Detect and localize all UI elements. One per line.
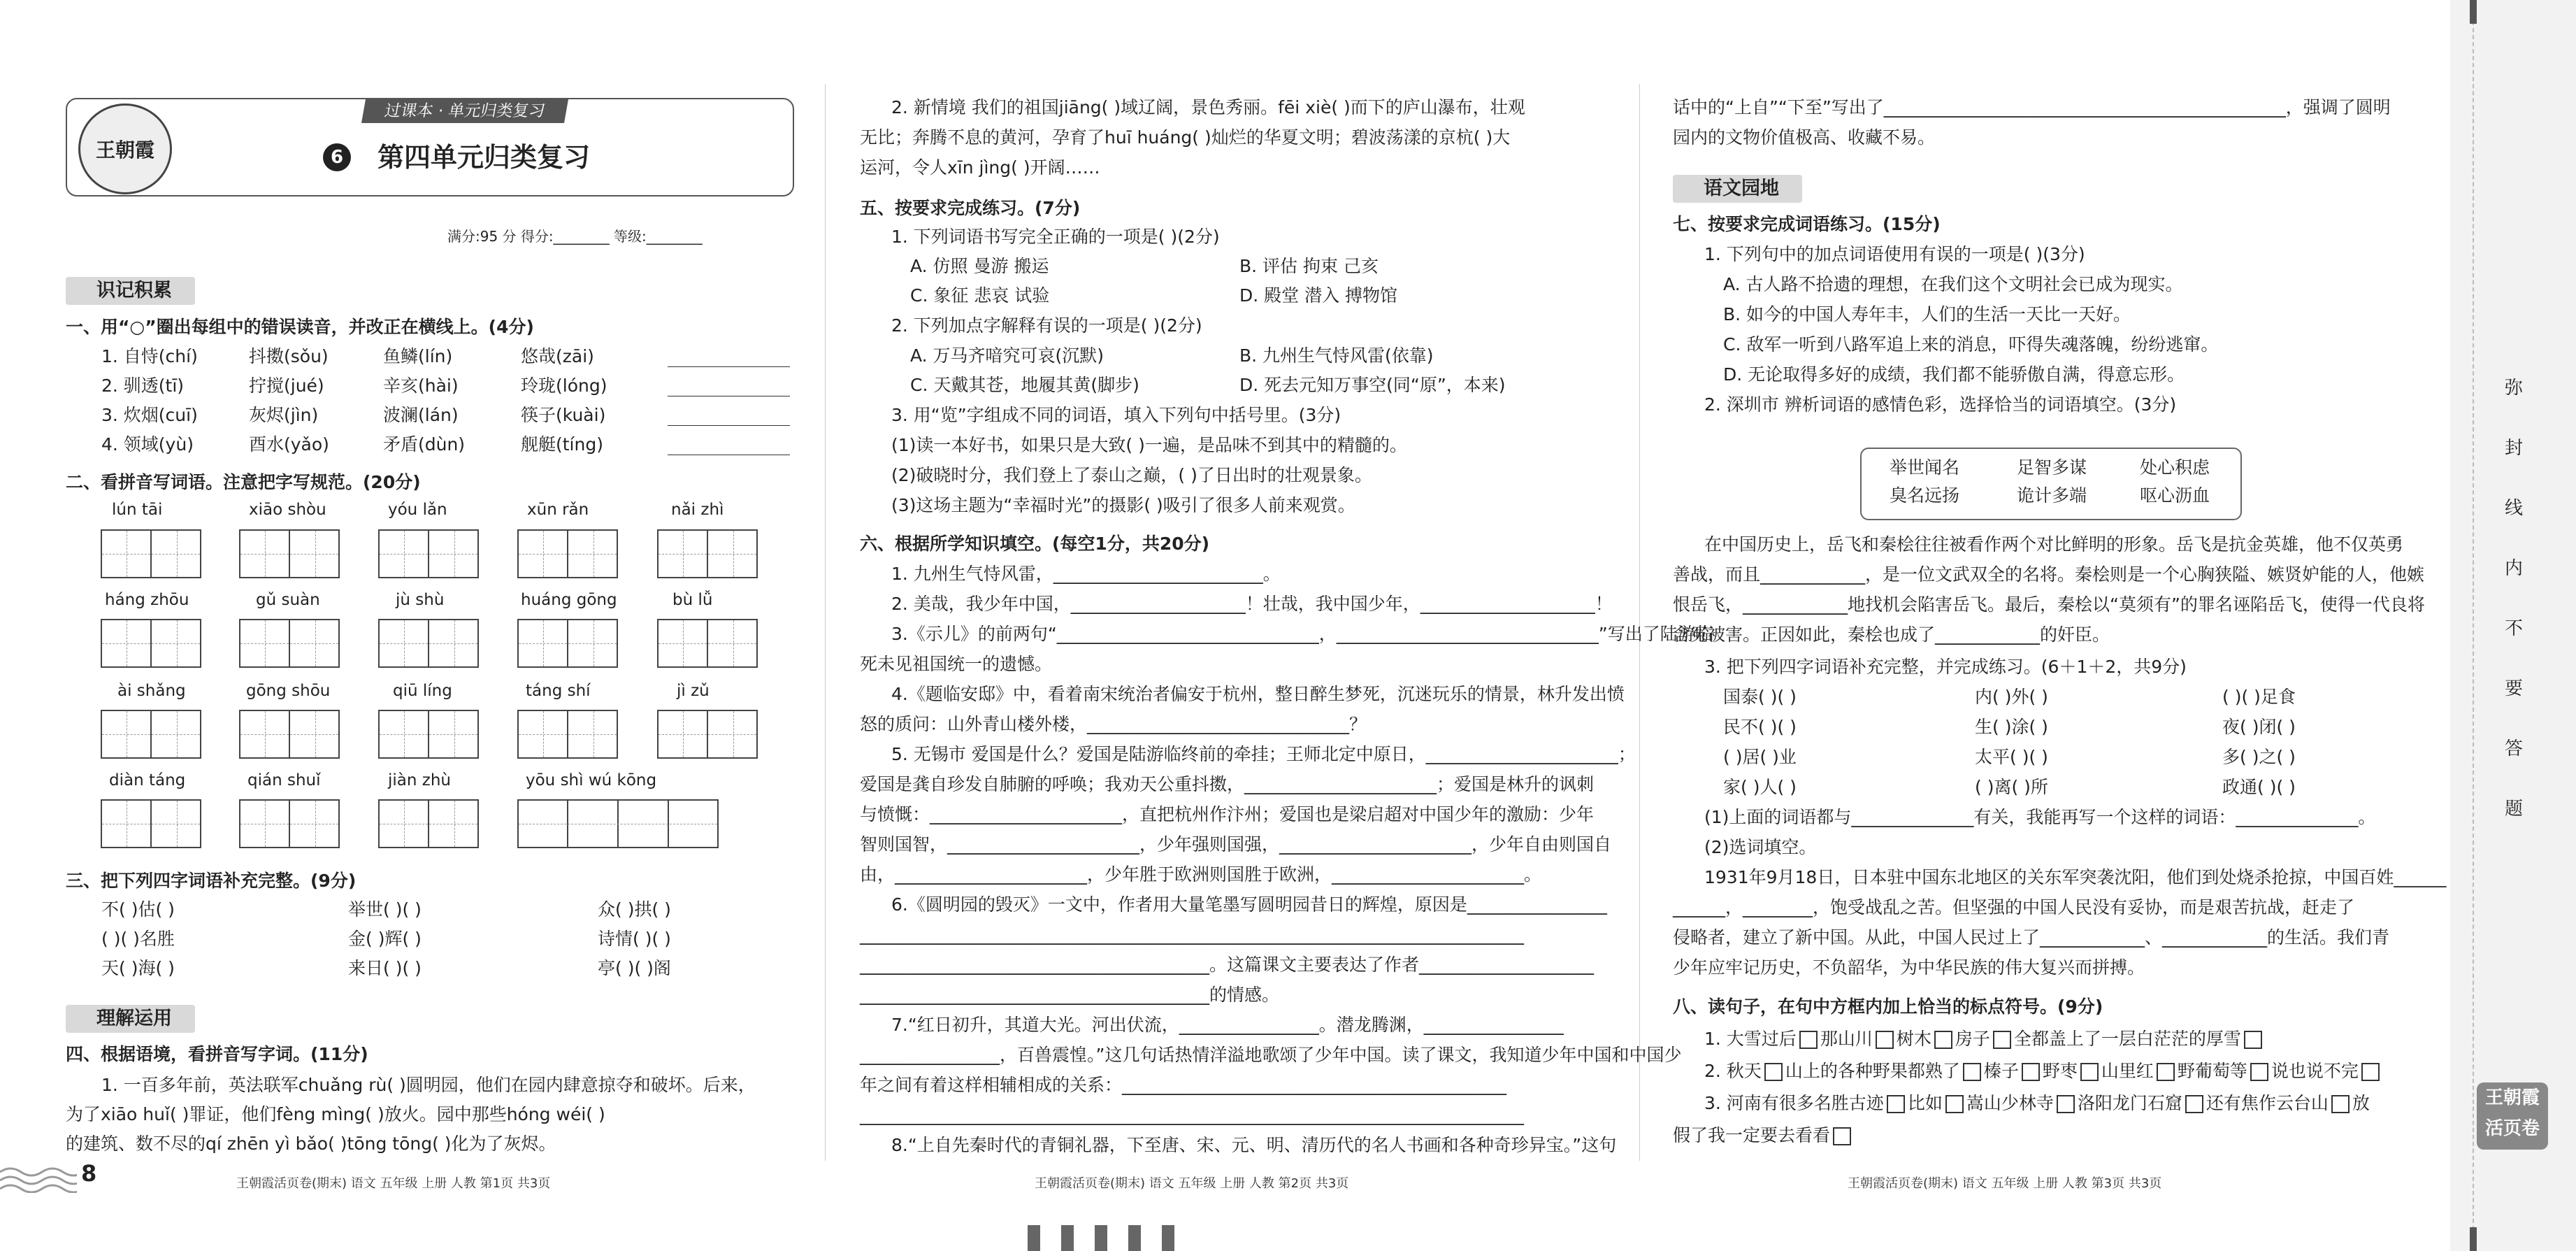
q7-idiom: 生( )涂( ) (1975, 717, 2048, 737)
punct-box[interactable] (2157, 1063, 2175, 1081)
q5-line: 2. 下列加点字解释有误的一项是( )(2分) (891, 315, 1202, 336)
q1-item: 玲珑(lóng) (521, 376, 607, 396)
word-option: 呕心沥血 (2140, 485, 2210, 506)
page-1 (0, 0, 811, 1251)
q1-item: 酉水(yǎo) (249, 434, 329, 455)
barcode-marks (1028, 1225, 1195, 1251)
q6-line: 爱国是龚自珍发自肺腑的呼唤；我劝天公重抖擞，______________________；爱国是林升的讽刺 (860, 774, 1595, 794)
pinyin-label: qián shuǐ (247, 771, 321, 789)
q7-idiom: 夜( )闭( ) (2222, 717, 2296, 737)
q5-option[interactable]: A. 仿照 曼游 搬运 (910, 256, 1049, 276)
q5-option[interactable]: B. 评估 拘束 己亥 (1239, 256, 1379, 276)
q7-option[interactable]: A. 古人路不拾遗的理想，在我们这个文明社会已成为现实。 (1723, 274, 2183, 294)
q7-idiom: 太平( )( ) (1975, 747, 2048, 767)
section-c-title: 语文园地 (1704, 178, 1779, 199)
q7-idiom: 政通( )( ) (2222, 777, 2296, 797)
pinyin-label: háng zhōu (105, 591, 189, 609)
seal-line (2473, 0, 2474, 1251)
q3-item: 众( )拱( ) (598, 899, 671, 920)
q7-idiom: ( )居( )业 (1723, 747, 1797, 767)
q6-line: ____________________________________________________________________________ (860, 1105, 1524, 1125)
footer: 王朝霞活页卷(期末) 语文 五年级 上册 人教 第1页 共3页 (236, 1176, 551, 1191)
unit-number: 6 (323, 143, 351, 171)
q5-line: 1. 下列词语书写完全正确的一项是( )(2分) (891, 227, 1220, 247)
side-logo (2477, 1082, 2548, 1150)
write-box[interactable] (378, 619, 479, 668)
q7-line: 1. 下列句中的加点词语使用有误的一项是( )(3分) (1704, 244, 2085, 264)
q6-line: 3.《示儿》的前两句“______________________________，______________________________”写出了陆游临 (891, 624, 1713, 644)
pinyin-label: xūn rǎn (527, 501, 589, 519)
q7-line: 2. 深圳市 辨析词语的感情色彩，选择恰当的词语填空。(3分) (1704, 394, 2177, 415)
page-title: 第四单元归类复习 (377, 142, 591, 173)
q7-tail: 少年应牢记历史，不负韶华，为中华民族的伟大复兴而拼搏。 (1673, 957, 2145, 978)
q6-title: 六、根据所学知识填空。(每空1分，共20分) (860, 534, 1210, 554)
write-box[interactable] (101, 799, 201, 848)
write-box[interactable] (101, 619, 201, 668)
q5-option[interactable]: D. 殿堂 潜入 搏物馆 (1239, 285, 1398, 306)
section-b-title: 理解运用 (96, 1008, 172, 1029)
corner-mark (2470, 1227, 2477, 1251)
punct-box[interactable] (1993, 1031, 2011, 1049)
q4-line: 1. 一百多年前，英法联军chuǎng rù( )圆明园，他们在园内肆意掠夺和破坏。后来， (101, 1075, 756, 1095)
pinyin-label: gōng shōu (246, 682, 331, 700)
footer: 王朝霞活页卷(期末) 语文 五年级 上册 人教 第2页 共3页 (1035, 1176, 1349, 1191)
side-logo-line: 活页卷 (2484, 1118, 2540, 1139)
q3-item: 天( )海( ) (101, 958, 175, 978)
write-box[interactable] (239, 799, 340, 848)
q3-item: 举世( )( ) (348, 899, 422, 920)
pinyin-label: táng shí (526, 682, 591, 700)
q5-option[interactable]: C. 象征 悲哀 试验 (910, 285, 1050, 306)
q7-tail: (1)上面的词语都与______________有关，我能再写一个这样的词语：______________。 (1704, 807, 2376, 827)
q4-title: 四、根据语境，看拼音写字词。(11分) (66, 1044, 368, 1064)
q7-tail: ______，________，饱受战乱之苦。但坚强的中国人民没有妥协，而是艰苦抗战，赶走了 (1673, 897, 2355, 917)
q7-para: 善战，而且____________，是一位文武双全的名将。秦桧则是一个心胸狭隘、嫉贤妒能的人，他嫉 (1673, 564, 2425, 585)
q8-title: 八、读句子，在句中方框内加上恰当的标点符号。(9分) (1673, 996, 2103, 1017)
q7-idiom: 民不( )( ) (1723, 717, 1797, 737)
answer-line[interactable] (668, 425, 790, 426)
q7-idiom: ( )离( )所 (1975, 777, 2048, 797)
write-box[interactable] (517, 710, 618, 759)
seal-char: 答 (2505, 738, 2524, 759)
q7-para: 恨岳飞，____________地找机会陷害岳飞。最后，秦桧以“莫须有”的罪名诬陷岳飞，使得一代良将 (1673, 594, 2425, 615)
q6-line: ________________________________________的情感。 (860, 985, 1280, 1005)
q6-line: 由，______________________，少年胜于欧洲则国胜于欧洲，______________________。 (860, 864, 1542, 885)
q6-line: 8.“上自先秦时代的青铜礼器，下至唐、宋、元、明、清历代的名人书画和各种奇珍异宝。”这句 (891, 1135, 1617, 1155)
banner-text: 过课本 · 单元归类复习 (383, 102, 547, 120)
word-option: 处心积虑 (2140, 457, 2210, 478)
pinyin-label: yōu shì wú kōng (526, 771, 657, 789)
logo (78, 103, 172, 194)
section-a-title: 识记积累 (96, 280, 172, 301)
q3-item: 不( )估( ) (101, 899, 175, 920)
punct-box[interactable] (2022, 1063, 2040, 1081)
q7-tail: (2)选词填空。 (1704, 837, 1817, 857)
logo-text: 王朝霞 (95, 138, 154, 162)
write-box[interactable] (101, 710, 201, 759)
q8-sentence: 3. 河南有很多名胜古迹 比如 嵩山少林寺 洛阳龙门石窟 还有焦作云台山 放 (1704, 1093, 2370, 1113)
score-line: 满分:95 分 得分:________ 等级:________ (447, 228, 703, 245)
pinyin-label: huáng gōng (521, 591, 617, 609)
punct-box[interactable] (1876, 1031, 1894, 1049)
seal-char: 要 (2505, 678, 2524, 699)
q7-tail: 1931年9月18日，日本驻中国东北地区的关东军突袭沈阳，他们到处烧杀抢掠，中国百姓______ (1704, 867, 2447, 887)
punct-box[interactable] (2080, 1063, 2099, 1081)
write-box[interactable] (239, 619, 340, 668)
q7-idiom: ( )( )足食 (2222, 687, 2296, 707)
wave-decoration (0, 1165, 77, 1193)
page-divider (1639, 84, 1640, 1161)
q6-line: 年之间有着这样相辅相成的关系：____________________________________________ (860, 1075, 1507, 1095)
q7-title: 七、按要求完成词语练习。(15分) (1673, 214, 1941, 234)
write-box[interactable] (657, 619, 758, 668)
q3-item: 来日( )( ) (348, 958, 422, 978)
q7-idiom: 家( )人( ) (1723, 777, 1797, 797)
page-3 (1673, 0, 2447, 1251)
q1-item: 抖擞(sǒu) (249, 346, 329, 366)
pinyin-label: ài shǎng (117, 682, 186, 700)
punct-box[interactable] (1799, 1031, 1818, 1049)
q6-line: 死未见祖国统一的遗憾。 (860, 654, 1053, 674)
q4-line: 运河，令人xīn jìng( )开阔…… (860, 157, 1100, 178)
punct-box[interactable] (1934, 1031, 1952, 1049)
punct-box[interactable] (2185, 1095, 2203, 1113)
q6-line: 怒的质问：山外青山楼外楼，______________________________？ (860, 714, 1367, 734)
q7-option[interactable]: C. 敌军一听到八路军追上来的消息，吓得失魂落魄，纷纷逃窜。 (1723, 334, 2219, 355)
q5-option[interactable]: D. 死去元知万事空(同“原”，本来) (1239, 375, 1506, 395)
q6-line: 4.《题临安邸》中，看着南宋统治者偏安于杭州，整日醉生梦死，沉迷玩乐的情景，林升发出愤 (891, 684, 1625, 704)
q6-line: 2. 美哉，我少年中国，____________________！壮哉，我中国少年，____________________！ (891, 594, 1613, 614)
write-box[interactable] (517, 619, 618, 668)
q3-item: ( )( )名胜 (101, 929, 175, 949)
q6-line: 6.《圆明园的毁灭》一文中，作者用大量笔墨写圆明园昔日的辉煌，原因是________________ (891, 894, 1607, 915)
q3-item: 亭( )( )阁 (598, 958, 671, 978)
write-box[interactable] (657, 710, 758, 759)
q7-idiom: 国泰( )( ) (1723, 687, 1797, 707)
q1-item: 辛亥(hài) (383, 376, 459, 396)
q6-line: 5. 无锡市 爱国是什么？爱国是陆游临终前的牵挂；王师北定中原日，______________________； (891, 744, 1636, 764)
seal-char: 线 (2505, 498, 2524, 519)
p3-line: 话中的“上自”“下至”写出了______________________________________________，强调了圆明 (1673, 97, 2391, 117)
write-box[interactable] (239, 710, 340, 759)
pinyin-label: lún tāi (112, 501, 163, 519)
pinyin-label: yóu lǎn (388, 501, 447, 519)
punct-box[interactable] (1887, 1095, 1905, 1113)
punct-box[interactable] (2057, 1095, 2075, 1113)
seal-char: 内 (2505, 558, 2524, 579)
pinyin-label: jiàn zhù (388, 771, 451, 789)
q1-item: 1. 自恃(chí) (101, 346, 198, 366)
answer-line[interactable] (668, 366, 790, 367)
q2-title: 二、看拼音写词语。注意把字写规范。(20分) (66, 472, 421, 492)
q7-idiom: 多( )之( ) (2222, 747, 2296, 767)
q6-line: 1. 九州生气恃风雷，________________________。 (891, 564, 1281, 584)
write-box[interactable] (101, 529, 201, 578)
punct-box[interactable] (1764, 1063, 1783, 1081)
write-box[interactable] (657, 529, 758, 578)
q5-option[interactable]: A. 万马齐喑究可哀(沉默) (910, 345, 1104, 366)
word-option: 臭名远扬 (1890, 485, 1960, 506)
page-divider (825, 84, 826, 1161)
pinyin-label: gǔ suàn (256, 591, 320, 609)
punct-box[interactable] (2331, 1095, 2350, 1113)
q3-title: 三、把下列四字词语补充完整。(9分) (66, 871, 357, 891)
page-number: 8 (81, 1160, 97, 1187)
q5-option[interactable]: C. 天戴其苍，地履其黄(脚步) (910, 375, 1139, 395)
write-box[interactable] (517, 529, 618, 578)
write-box[interactable] (378, 529, 479, 578)
q8-sentence: 假了我一定要去看看 (1673, 1124, 1854, 1147)
p3-line: 园内的文物价值极高、收藏不易。 (1673, 127, 1936, 148)
pinyin-label: nǎi zhì (671, 501, 724, 519)
pinyin-label: jì zǔ (677, 682, 710, 700)
word-option: 举世闻名 (1890, 457, 1960, 478)
q1-item: 灰烬(jìn) (249, 405, 319, 425)
q7-para: 含冤被害。正因如此，秦桧也成了____________的奸臣。 (1673, 624, 2110, 645)
seal-text (2505, 358, 2523, 839)
seal-char: 题 (2505, 799, 2524, 820)
q1-item: 鱼鳞(lín) (383, 346, 453, 366)
q7-para: 在中国历史上，岳飞和秦桧往往被看作两个对比鲜明的形象。岳飞是抗金英雄，他不仅英勇 (1704, 534, 2404, 555)
q1-title: 一、用“○”圈出每组中的错误读音，并改正在横线上。(4分) (66, 317, 534, 337)
q6-line: ________________________________________。这篇课文主要表达了作者____________________ (860, 955, 1595, 975)
punct-box[interactable] (2250, 1063, 2268, 1081)
q4-line: 无比；奔腾不息的黄河，孕育了huī huáng( )灿烂的华夏文明；碧波荡漾的京杭( )大 (860, 127, 1511, 148)
pinyin-label: diàn táng (109, 771, 186, 789)
q3-item: 诗情( )( ) (598, 929, 671, 949)
side-logo-line: 王朝霞 (2484, 1087, 2540, 1108)
punct-box[interactable] (1945, 1095, 1964, 1113)
q1-item: 拧搅(jué) (249, 376, 324, 396)
write-box[interactable] (378, 710, 479, 759)
seal-strip (2450, 0, 2576, 1251)
q1-item: 波澜(lán) (383, 405, 459, 425)
write-box[interactable] (239, 529, 340, 578)
q5-line: (1)读一本好书，如果只是大致( )一遍，是品味不到其中的精髓的。 (891, 435, 1407, 455)
pinyin-label: bù lǚ (672, 591, 713, 609)
q1-item: 3. 炊烟(cuī) (101, 405, 198, 425)
q8-sentence: 2. 秋天 山上的各种野果都熟了 榛子 野枣 山里红 野葡萄等 说也说不完 (1704, 1060, 2382, 1082)
pinyin-label: jù shù (396, 591, 445, 609)
q1-item: 2. 驯透(tī) (101, 376, 185, 396)
pinyin-label: qiū líng (393, 682, 452, 700)
q3-item: 金( )辉( ) (348, 929, 422, 949)
banner (361, 99, 568, 123)
page-2 (860, 0, 1713, 1251)
q6-line: 智则国智，______________________，少年强则国强，______________________，少年自由则国自 (860, 834, 1612, 855)
write-box[interactable] (517, 799, 719, 848)
word-option: 足智多谋 (2017, 457, 2087, 478)
q1-item: 悠哉(zāi) (521, 346, 594, 366)
punct-box[interactable] (1963, 1063, 1981, 1081)
q1-item: 舰艇(tíng) (521, 434, 603, 455)
q6-line: 7.“红日初升，其道大光。河出伏流，________________。潜龙腾渊，________________ (891, 1015, 1564, 1035)
seal-char: 不 (2505, 618, 2524, 639)
punct-box[interactable] (1833, 1127, 1851, 1145)
q4-line: 的建筑、数不尽的qí zhēn yì bǎo( )tōng tōng( )化为了灰烬。 (66, 1134, 556, 1154)
q5-option[interactable]: B. 九州生气恃风雷(依靠) (1239, 345, 1434, 366)
q7-option[interactable]: D. 无论取得多好的成绩，我们都不能骄傲自满，得意忘形。 (1723, 364, 2185, 385)
pinyin-label: xiāo shòu (249, 501, 326, 519)
q5-line: 3. 用“览”字组成不同的词语，填入下列句中括号里。(3分) (891, 405, 1341, 425)
q5-line: (2)破晓时分，我们登上了泰山之巅，( )了日出时的壮观景象。 (891, 465, 1372, 485)
write-box[interactable] (378, 799, 479, 848)
q8-sentence: 1. 大雪过后 那山川 树木 房子 全都盖上了一层白茫茫的厚雪 (1704, 1028, 2265, 1050)
seal-char: 封 (2505, 438, 2524, 459)
q7-option[interactable]: B. 如今的中国人寿年丰，人们的生活一天比一天好。 (1723, 304, 2131, 324)
corner-mark (2470, 0, 2477, 24)
q7-tail: 侵略者，建立了新中国。从此，中国人民过上了____________、____________的生活。我们青 (1673, 927, 2390, 948)
footer: 王朝霞活页卷(期末) 语文 五年级 上册 人教 第3页 共3页 (1848, 1176, 2162, 1191)
q1-item: 4. 领域(yù) (101, 434, 194, 455)
q1-item: 筷子(kuài) (521, 405, 606, 425)
q7-para: 3. 把下列四字词语补充完整，并完成练习。(6＋1＋2，共9分) (1704, 657, 2187, 677)
q5-title: 五、按要求完成练习。(7分) (860, 198, 1081, 218)
q5-line: (3)这场主题为“幸福时光”的摄影( )吸引了很多人前来观赏。 (891, 495, 1355, 515)
punct-box[interactable] (2361, 1063, 2380, 1081)
q6-line: 与愤慨：______________________，直把杭州作汴州；爱国也是梁启超对中国少年的激励：少年 (860, 804, 1595, 824)
q6-line: ________________，百兽震惶。”这几句话热情洋溢地歌颂了少年中国。读了课文，我知道少年中国和中国少 (860, 1045, 1682, 1065)
q6-line: ____________________________________________________________________________ (860, 924, 1524, 945)
q4-line: 2. 新情境 我们的祖国jiāng( )域辽阔，景色秀丽。fēi xiè( )而下的庐山瀑布，壮观 (891, 97, 1525, 117)
q4-line: 为了xiāo huǐ( )罪证，他们fèng mìng( )放火。园中那些hóng wéi( ) (66, 1104, 605, 1124)
q7-idiom: 内( )外( ) (1975, 687, 2048, 707)
word-option: 诡计多端 (2017, 485, 2087, 506)
seal-char: 弥 (2505, 378, 2524, 399)
punct-box[interactable] (2244, 1031, 2262, 1049)
q1-item: 矛盾(dùn) (383, 434, 466, 455)
